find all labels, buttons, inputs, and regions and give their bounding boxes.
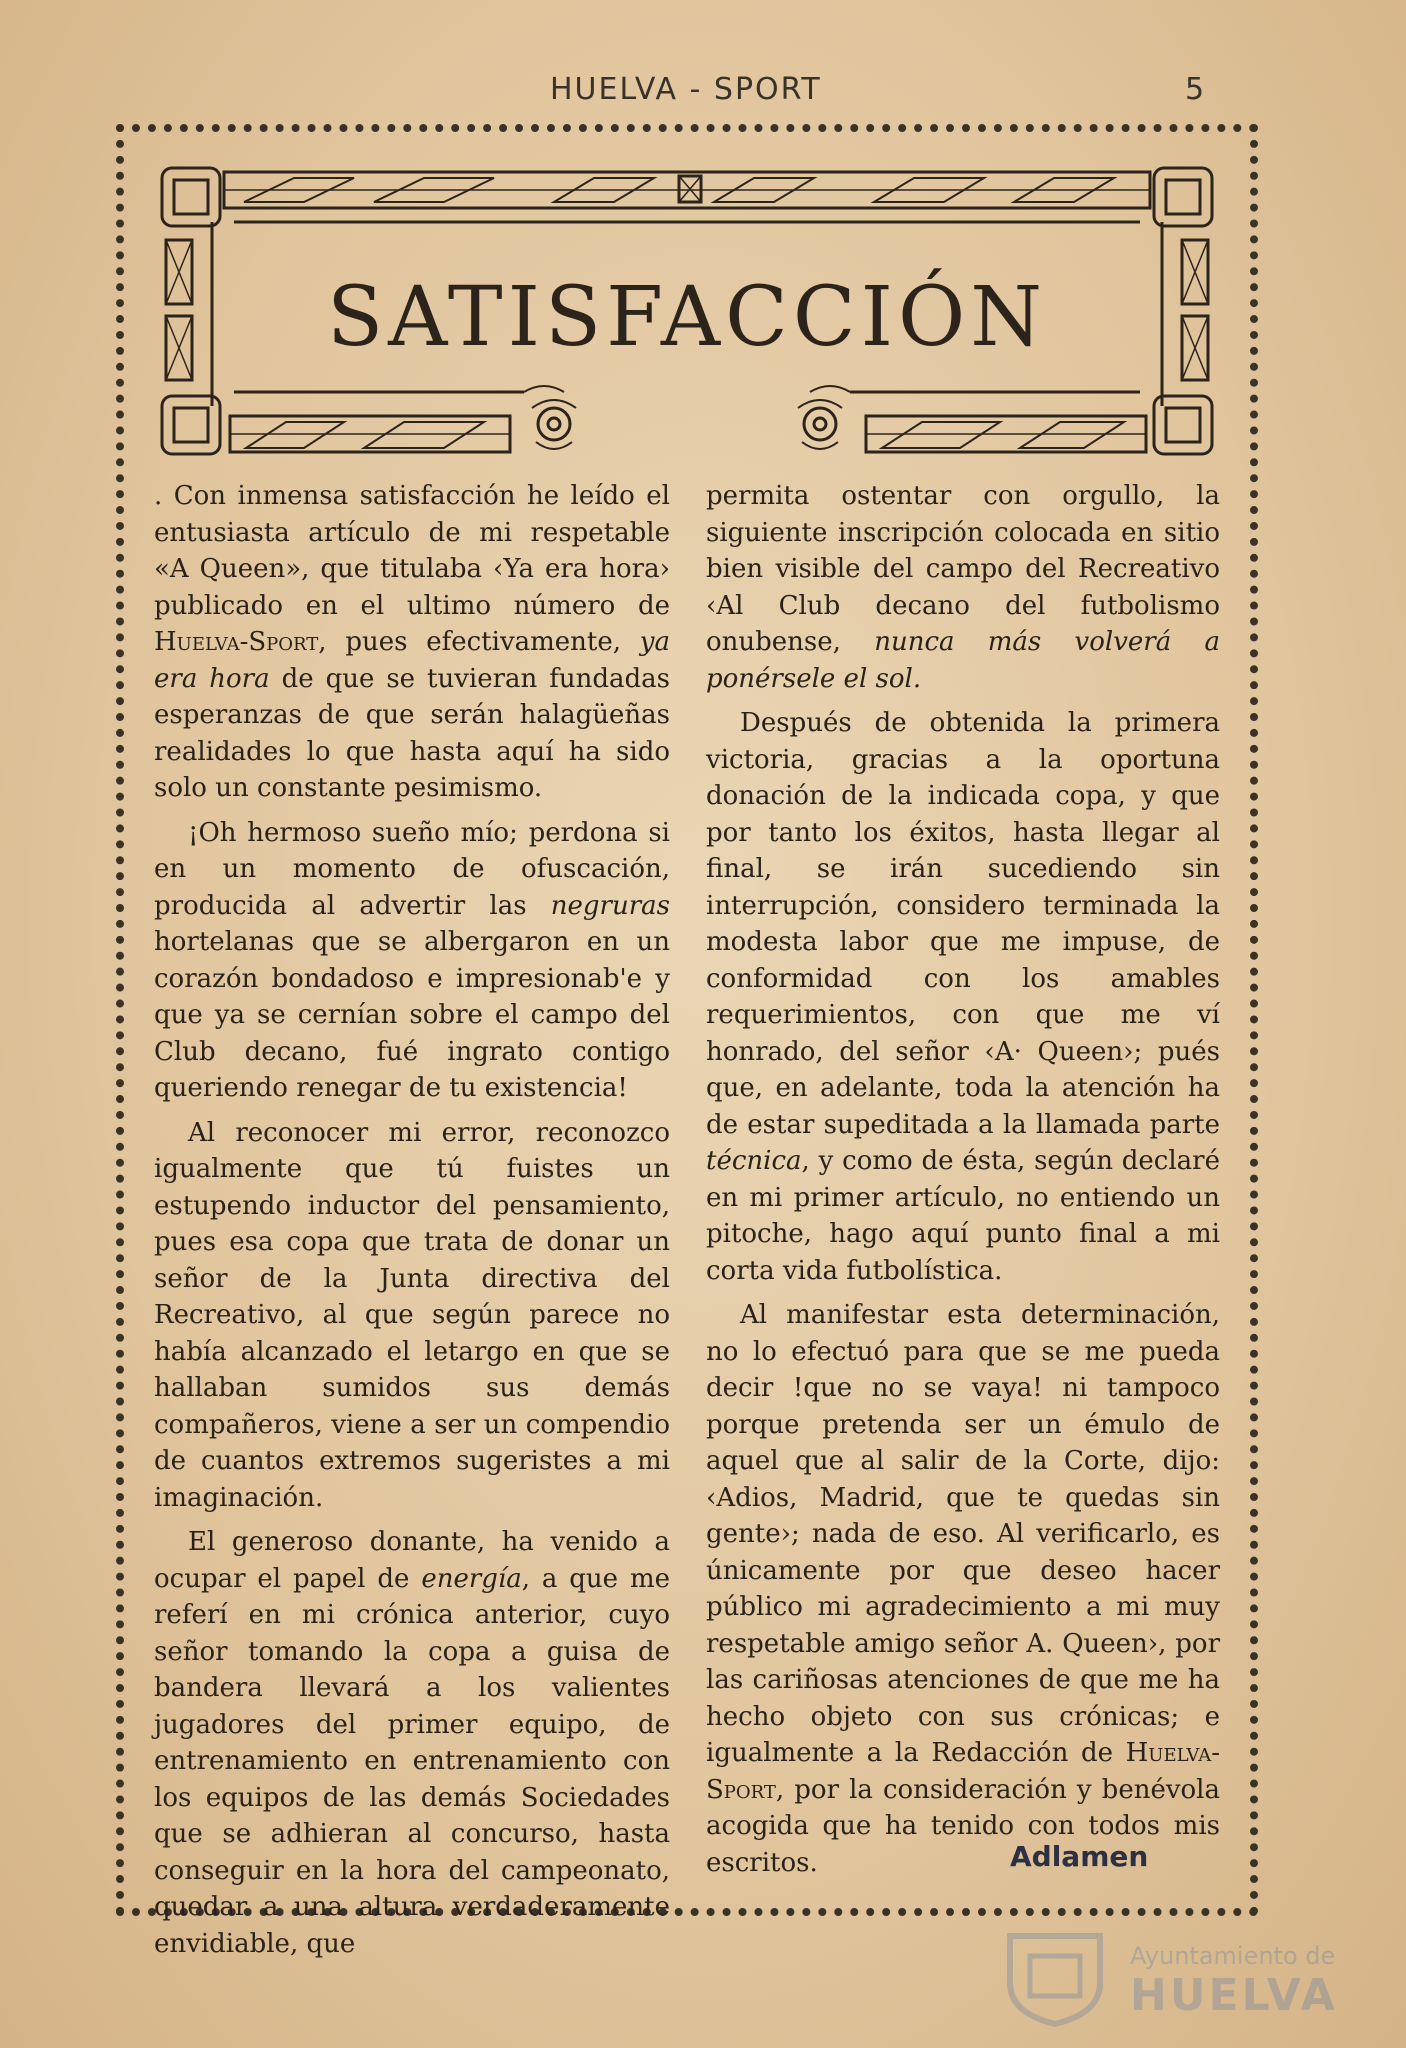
text-run: de que se tuvieran fundadas esperanzas de que serán halagüeñas realidades lo que hasta aquí ha sido solo un constante pesimismo. [154, 663, 670, 803]
text-run: , a que me referí en mi crónica anterior, cuyo señor tomando la copa a guisa de bandera llevará a los valientes jugadores del primer equipo, de entrenamiento en entrenamiento con los equipos de las demás Sociedades que se adhieran al concurso, hasta conseguir en la hora del campeonato, quedar a una altura verdaderamente envidiable, que [154, 1563, 670, 1959]
text-run: técnica [706, 1146, 802, 1176]
page-number: 5 [1185, 72, 1205, 107]
right-column [706, 478, 1220, 1889]
text-run: Al reconocer mi error, reconozco igualmente que tú fuistes un estupendo inductor del pensamiento, pues esa copa que trata de donar un señor de la Junta directiva del Recreativo, al que según parece no había alcanzado el letargo en que se hallaban sumidos sus demás compañeros, viene a ser un compendio de cuantos extremos sugeristes a mi imaginación. [154, 1117, 670, 1513]
text-run: . Con inmensa satisfacción he leído el entusiasta artículo de mi respetable «A Queen», que titulaba ‹Ya era hora› publicado en el ultimo número de [154, 481, 670, 621]
paragraph [706, 1297, 1220, 1881]
text-run: nunca más volverá a ponérsele el sol. [706, 627, 1220, 694]
paragraph [154, 1524, 670, 1962]
paragraph [154, 815, 670, 1107]
author-signature: Adlamen [1010, 1840, 1149, 1873]
title-banner [154, 160, 1220, 460]
watermark-line1: Ayuntamiento de [1130, 1942, 1336, 1970]
text-run: Después de obtenida la primera victoria, gracias a la oportuna donación de la indicada copa, y que por tanto los éxitos, hasta llegar al final, se irán sucediendo sin interrupción, considero terminada la modesta labor que me impuse, de conformidad con los amables requerimientos, con que me ví honrado, del señor ‹A· Queen›; pués que, en adelante, toda la atención ha de estar supeditada a la llamada parte [706, 708, 1220, 1140]
text-run: hortelanas que se albergaron en un corazón bondadoso e impresionab'e y que ya se cernían sobre el campo del Club decano, fué ingrato contigo queriendo renegar de tu existencia! [154, 927, 670, 1103]
text-run: El generoso donante, ha venido a ocupar el papel de [154, 1527, 670, 1594]
article-title: SATISFACCIÓN [326, 270, 1047, 365]
text-run: Huelva-Sport [706, 1738, 1220, 1805]
text-run: energía [421, 1563, 522, 1594]
left-column [154, 478, 670, 1970]
watermark-line2: HUELVA [1130, 1970, 1338, 2021]
text-run: , por la consideración y benévola acogida que ha tenido con todos mis escritos. [706, 1774, 1220, 1878]
paragraph [154, 1115, 670, 1517]
watermark-stamp [1000, 1928, 1340, 2028]
text-run: Huelva-Sport [154, 627, 319, 657]
text-run: , y como de ésta, según declaré en mi primer artículo, no entiendo un pitoche, hago aquí punto final a mi corta vida futbolística. [706, 1146, 1220, 1286]
paragraph [706, 705, 1220, 1289]
text-run: ya era hora [154, 627, 670, 694]
text-run: permita ostentar con orgullo, la siguiente inscripción colocada en sitio bien visible del campo del Recreativo ‹Al Club decano del futbolismo onubense, [706, 481, 1220, 657]
text-run: negruras [550, 890, 670, 921]
publication-title: HUELVA - SPORT [550, 72, 822, 107]
paragraph [154, 478, 670, 807]
text-run: ¡Oh hermoso sueño mío; perdona si en un momento de ofuscación, producida al advertir las [154, 817, 670, 921]
paragraph [706, 478, 1220, 697]
text-run: Al manifestar esta determinación, no lo efectuó para que se me pueda decir !que no se vaya! ni tampoco porque pretenda ser un émulo de aquel que al salir de la Corte, dijo: ‹Adios, Madrid, que te quedas sin gente›; nada de eso. Al verificarlo, es únicamente por que deseo hacer público mi agradecimiento a mi muy respetable amigo señor A. Queen›, por las cariñosas atenciones de que me ha hecho objeto con sus crónicas; e igualmente a la Redacción de [706, 1300, 1220, 1768]
shield-icon [1000, 1928, 1110, 2028]
text-run: , pues efectivamente, [318, 627, 640, 657]
page-header [0, 72, 1406, 112]
